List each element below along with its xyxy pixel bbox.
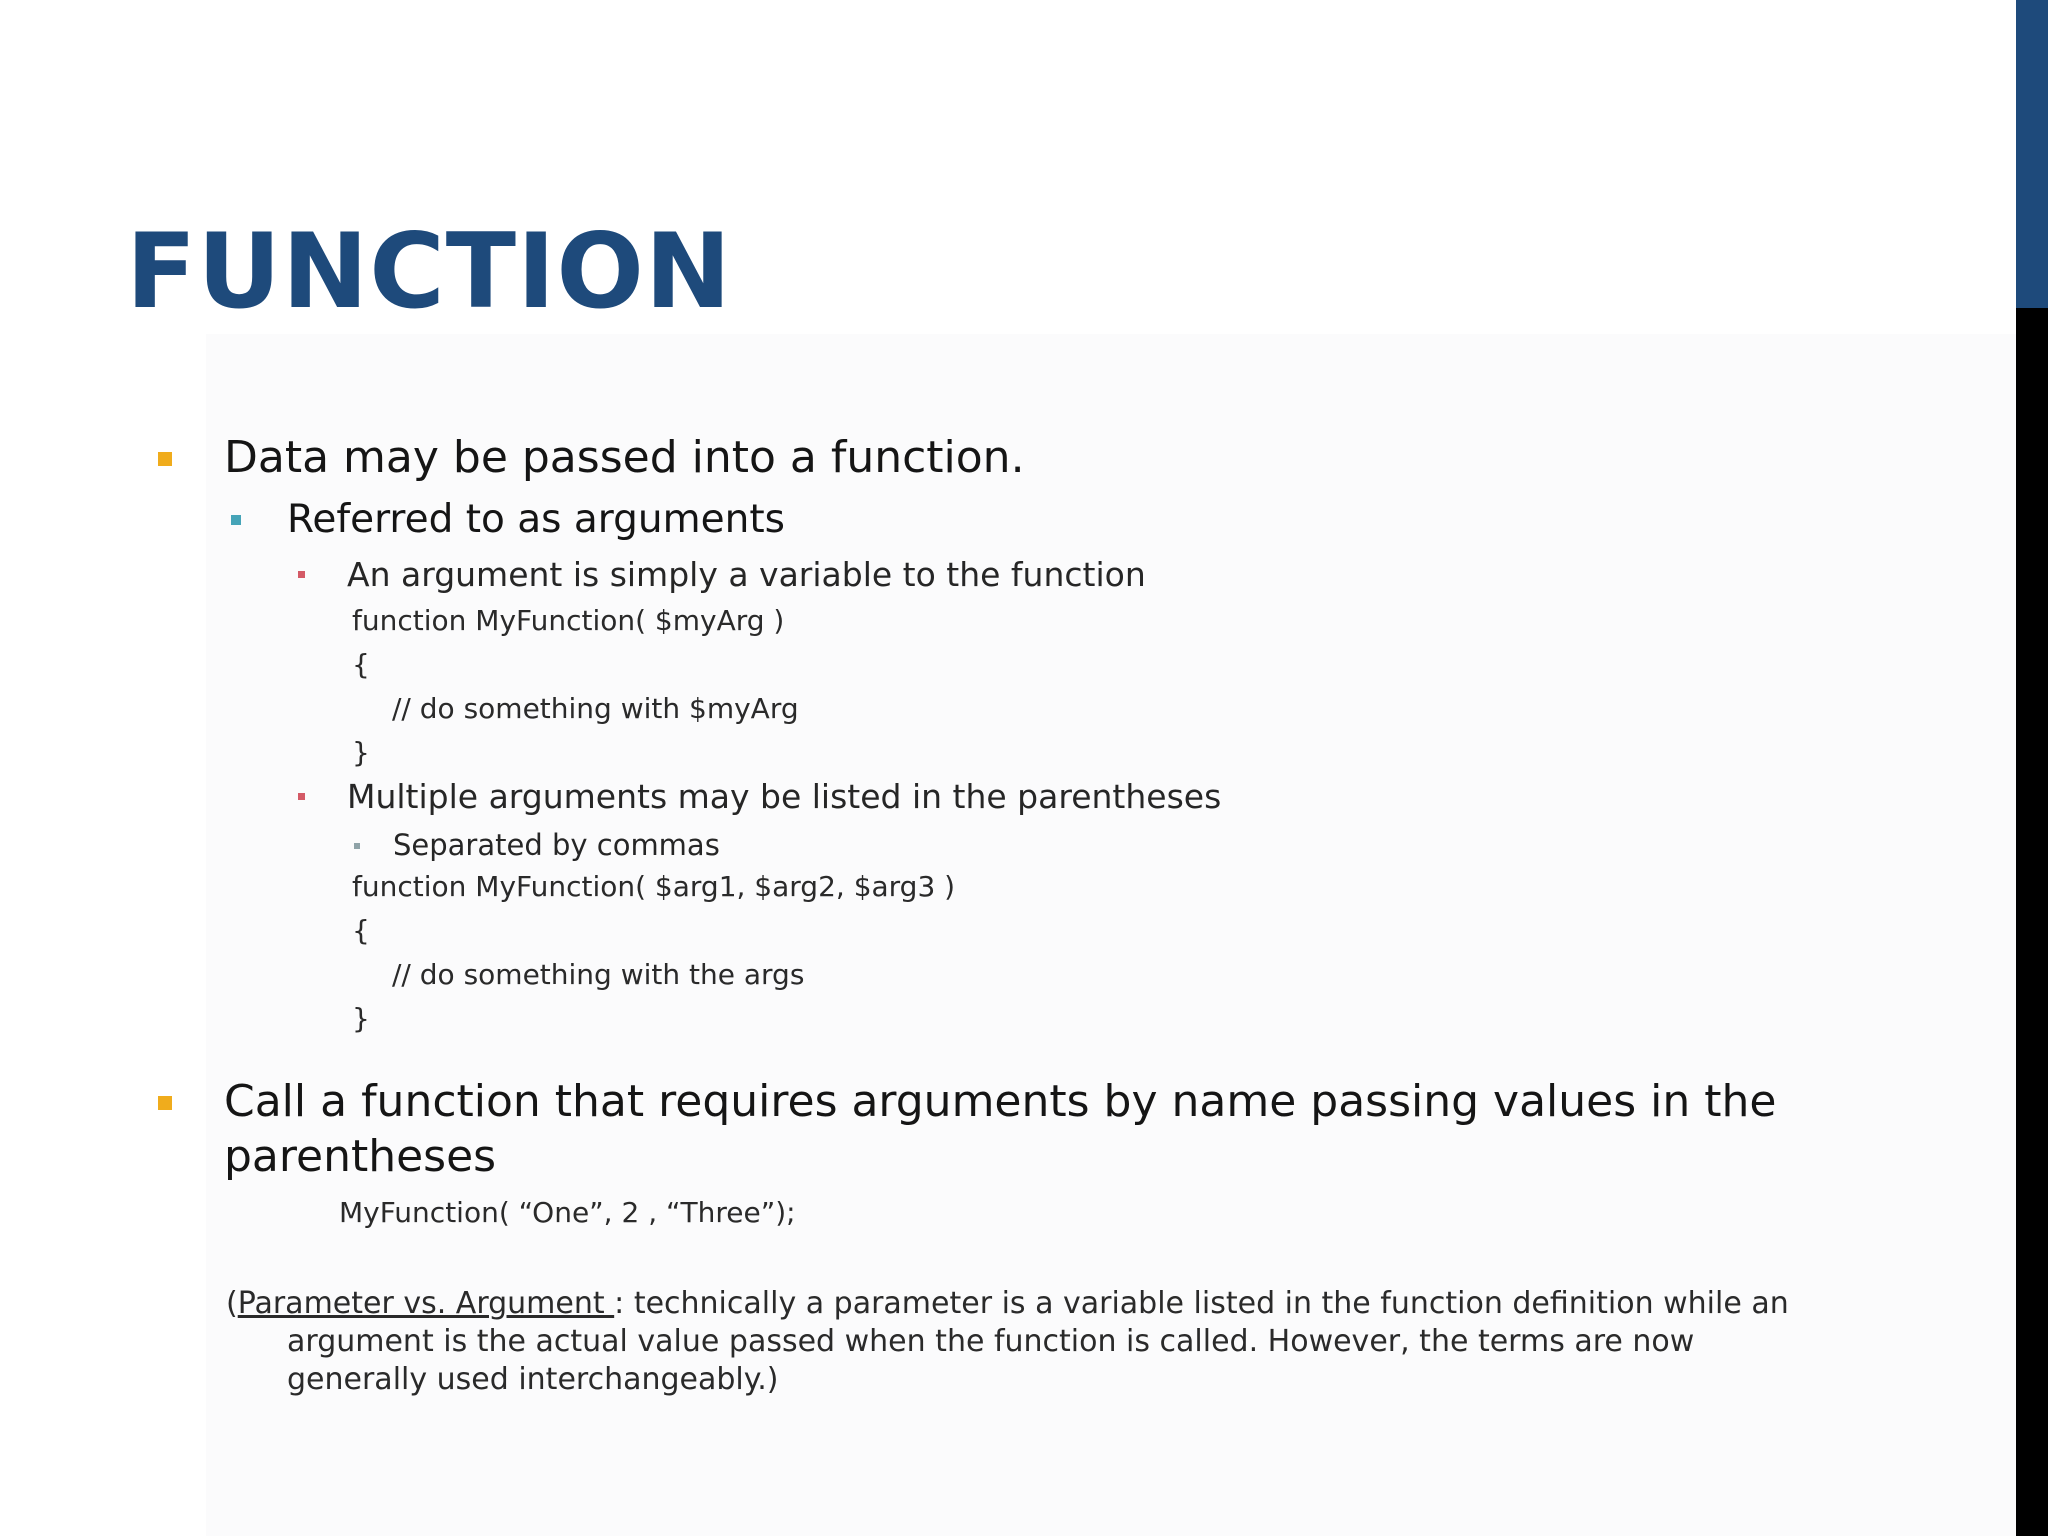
bullet-text-data-passed: Data may be passed into a function.	[224, 432, 1025, 483]
bullet-text-call-function: Call a function that requires arguments by name passing values in the	[224, 1076, 1777, 1127]
bullet-text-call-function-cont: parentheses	[224, 1131, 497, 1182]
bullet-text-separated-commas: Separated by commas	[393, 828, 720, 862]
bullet-marker-level2	[231, 515, 241, 525]
note-line-2: argument is the actual value passed when the function is called. However, the terms are now	[287, 1324, 1695, 1359]
bullet-marker-level4	[354, 843, 360, 849]
code-line: {	[352, 914, 370, 947]
note-line-3: generally used interchangeably.)	[287, 1362, 779, 1397]
accent-bar-blue	[2016, 0, 2048, 308]
note-line-1	[226, 1286, 1789, 1321]
code-line: {	[352, 648, 370, 681]
slide-title: FUNCTION	[126, 212, 733, 332]
code-call-example: MyFunction( “One”, 2 , “Three”);	[339, 1196, 796, 1229]
bullet-text-argument-variable: An argument is simply a variable to the function	[347, 555, 1146, 594]
note-term: Parameter vs. Argument	[237, 1286, 615, 1321]
bullet-text-multiple-arguments: Multiple arguments may be listed in the parentheses	[347, 777, 1222, 816]
accent-bar-black	[2016, 308, 2048, 1536]
code-line: function MyFunction( $myArg )	[352, 604, 785, 637]
bullet-marker-level3	[298, 571, 305, 578]
code-line: }	[352, 1002, 370, 1035]
code-line: // do something with the args	[392, 958, 805, 991]
bullet-marker-level1	[158, 452, 172, 466]
note-text: : technically a parameter is a variable listed in the function definition while an	[614, 1286, 1789, 1321]
bullet-marker-level1	[158, 1096, 172, 1110]
code-line: }	[352, 736, 370, 769]
bullet-marker-level3	[298, 793, 305, 800]
note-open-paren: (	[226, 1286, 238, 1321]
code-line: // do something with $myArg	[392, 692, 799, 725]
code-line: function MyFunction( $arg1, $arg2, $arg3 )	[352, 870, 956, 903]
bullet-text-referred-arguments: Referred to as arguments	[287, 497, 785, 542]
